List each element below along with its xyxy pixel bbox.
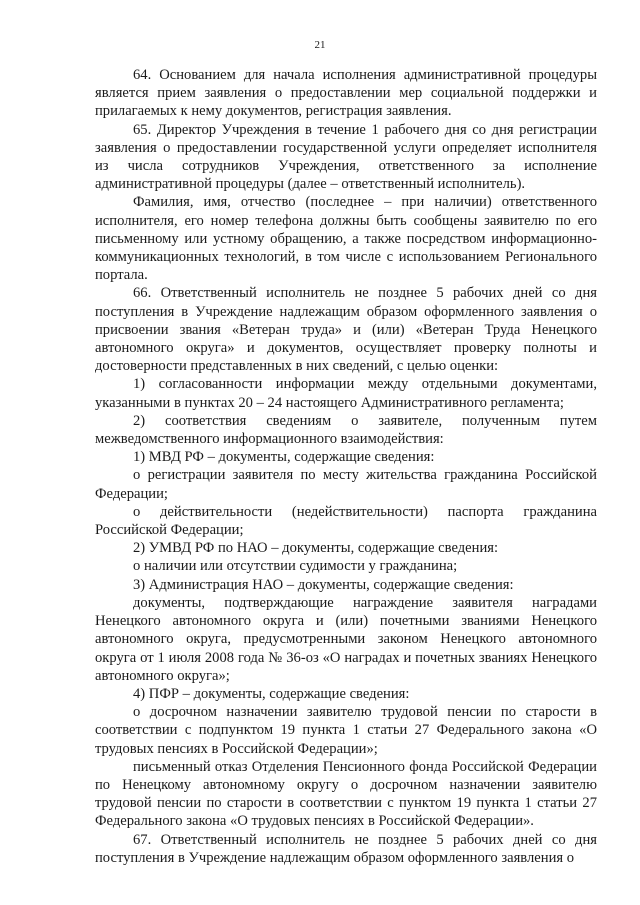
page-number: 21: [314, 39, 326, 51]
umvd-criminal-record: о наличии или отсутствии судимости у гражданина;: [133, 558, 458, 575]
administration-awards: документы, подтверждающие награждение заявителя наградами Ненецкого автономного округа и (или) почетными званиями Ненецкого автономного округа, предусмотренными законом Ненецкого автономного округа от 1 июля 2008 года № 36-оз «О наградах и почетных званиях Ненецкого автономного округа»;: [95, 594, 597, 684]
paragraph-65-contact: Фамилия, имя, отчество (последнее – при наличии) ответственного исполнителя, его номер телефона должны быть сообщены заявителю по его письменному или устному обращению, а также посредством информационно-коммуникационных технологий, в том числе с использованием Регионального портала.: [95, 194, 597, 284]
pfr-refusal: письменный отказ Отделения Пенсионного фонда Российской Федерации по Ненецкому автономному округу о досрочном назначении заявителю трудовой пенсии по старости в соответствии с пунктом 19 пункта 1 статьи 27 Федерального закона «О трудовых пенсиях в Российской Федерации».: [95, 758, 597, 830]
mvd-registration: о регистрации заявителя по месту жительства гражданина Российской Федерации;: [95, 467, 597, 502]
paragraph-67: 67. Ответственный исполнитель не позднее 5 рабочих дней со дня поступления в Учреждение надлежащим образом оформленного заявления о: [95, 831, 597, 866]
list-item-pfr: 4) ПФР – документы, содержащие сведения:: [133, 685, 410, 702]
list-item-administration: 3) Администрация НАО – документы, содержащие сведения:: [133, 576, 514, 593]
mvd-passport: о действительности (недействительности) паспорта гражданина Российской Федерации;: [95, 503, 597, 539]
document-body: [95, 66, 597, 867]
paragraph-66: 66. Ответственный исполнитель не позднее 5 рабочих дней со дня поступления в Учреждение надлежащим образом оформленного заявления о присвоении звания «Ветеран труда» и (или) «Ветеран Труда Ненецкого автономного округа» и документов, осуществляет проверку полноты и достоверности представленных в них сведений, с целью оценки:: [95, 285, 597, 375]
paragraph-65: 65. Директор Учреждения в течение 1 рабочего дня со дня регистрации заявления о предоставлении государственной услуги определяет исполнителя из числа сотрудников Учреждения, ответственного за исполнение административной процедуры (далее – ответственный исполнитель).: [95, 121, 597, 193]
list-item-umvd: 2) УМВД РФ по НАО – документы, содержащие сведения:: [133, 540, 499, 557]
paragraph-64: 64. Основанием для начала исполнения административной процедуры является прием заявления о предоставлении мер социальной поддержки и прилагаемых к нему документов, регистрация заявления.: [95, 67, 597, 120]
list-item-mvd: 1) МВД РФ – документы, содержащие сведения:: [133, 449, 435, 466]
list-item-conformity: 2) соответствия сведениям о заявителе, полученным путем межведомственного информационного взаимодействия:: [95, 412, 597, 448]
pfr-early-pension: о досрочном назначении заявителю трудовой пенсии по старости в соответствии с подпунктом 19 пункта 1 статьи 27 Федерального закона «О трудовых пенсиях в Российской Федерации»;: [95, 704, 597, 757]
list-item-consistency: 1) согласованности информации между отдельными документами, указанными в пунктах 20 – 24 настоящего Административного регламента;: [95, 376, 597, 411]
